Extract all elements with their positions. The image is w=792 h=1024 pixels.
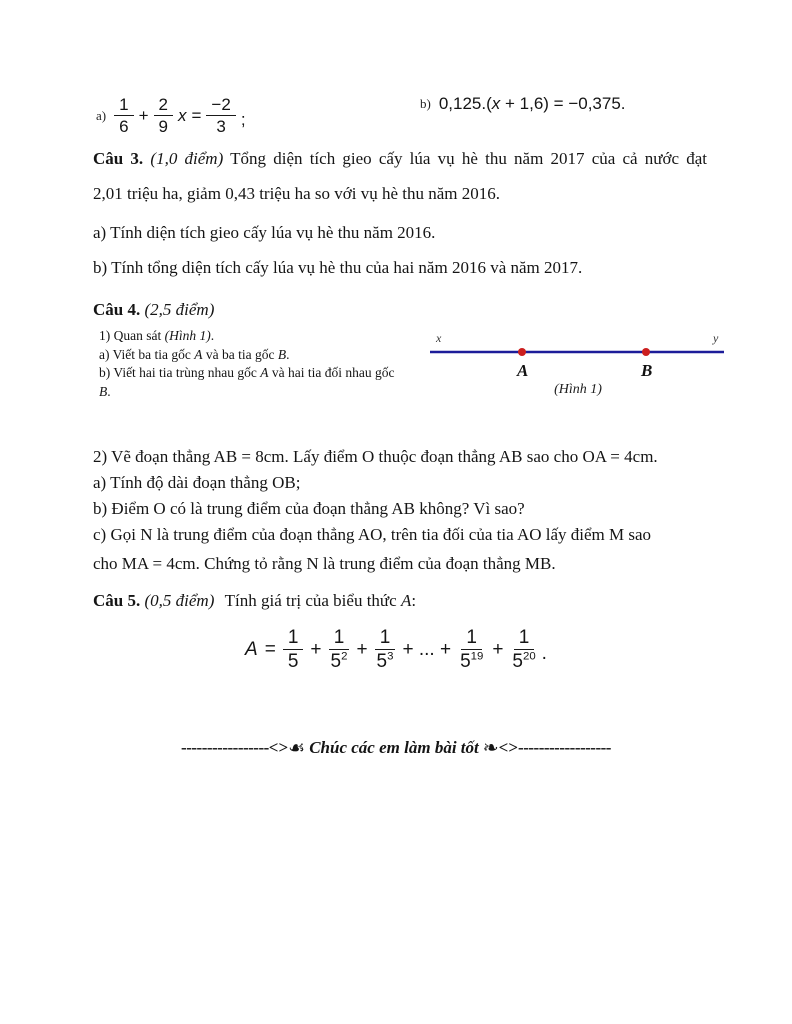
ray-y-label: y [713,331,719,345]
part2-item-c-line2: cho MA = 4cm. Chứng tỏ rằng N là trung điểm của đoạn thẳng MB. [93,554,556,573]
point-b-ref: B [277,346,287,362]
den-base: 5 [287,651,299,673]
cau3-points: (1,0 điểm) [150,149,224,168]
cau3-item-a: a) Tính diện tích gieo cấy lúa vụ hè thu năm 2016. [93,223,436,242]
equation-b-text [439,94,626,114]
cau4-item-a-text: a) Viết ba tia gốc [99,346,195,362]
den-exponent: 3 [387,650,394,663]
cau4-item1-figref: (Hình 1) [164,328,211,343]
fraction-1-6 [114,95,133,136]
term-1-over-5 [283,627,304,673]
term-1-over-5-2 [329,627,350,673]
den-base: 5 [330,651,342,673]
fraction-numerator: 1 [283,627,304,650]
cau3-text1: Tổng diện tích gieo cấy lúa vụ hè thu năm 2017 của cả nước đạt [230,149,708,168]
den-base: 5 [512,651,523,673]
cau4-list [99,327,447,401]
cau5-heading-row [93,591,416,611]
part2-item-c-line1: c) Gọi N là trung điểm của đoạn thẳng AO, trên tia đối của tia AO lấy điểm M sao [93,525,652,544]
variable-x: x [491,94,501,113]
fraction-denominator: 9 [158,117,168,137]
cau4-item-a-end: . [286,346,290,362]
footer-dashes-left: ----------------- [181,738,269,757]
den-base: 5 [376,651,388,673]
cau4-points: (2,5 điểm) [144,300,215,319]
figure-hinh1 [428,330,728,382]
fraction-denominator [458,650,485,672]
variable-x: x [177,105,187,125]
den-exponent: 2 [341,650,348,663]
figure-caption: (Hình 1) [554,382,602,397]
cau4-item1 [99,327,447,346]
cau3-block [93,141,707,211]
cau4-heading: Câu 4. [93,300,141,319]
part2-item-a: a) Tính độ dài đoạn thẳng OB; [93,473,301,492]
den-exponent: 20 [523,650,536,663]
cau3-line1 [93,141,707,176]
expression-a-ref: A [400,591,412,610]
cau4-item-a [99,346,447,365]
cau5-formula [0,627,792,673]
cau4-item-b-text: b) Viết hai tia trùng nhau gốc [99,365,261,381]
semicolon: ; [240,110,246,130]
cau5-colon: : [411,591,417,610]
point-a-label: A [517,361,529,380]
plus-operator: + [356,638,368,660]
cau4-item-b-text2: và hai tia đối nhau gốc [268,365,395,381]
diamond-ornament-right: <> [498,738,519,757]
cau4-heading-row [93,300,214,320]
footer-decoration [0,736,792,758]
fraction-numerator: 1 [114,95,133,116]
den-base: 5 [460,651,471,673]
equation-b-label: b) [420,96,431,111]
term-1-over-5-3 [375,627,396,673]
formula-period: . [541,642,547,664]
ray-x-label: x [436,331,442,345]
term-1-over-5-20 [510,627,537,673]
floral-ornament-right-icon: ❧ [482,737,499,759]
formula-lhs: A [245,638,258,660]
fraction-numerator: 1 [375,627,396,650]
cau4-item1-text: 1) Quan sát [99,328,165,343]
point-a-dot [518,348,526,356]
fraction-numerator: 1 [329,627,350,650]
fraction-numerator: 1 [461,627,482,650]
fraction-denominator [329,650,350,672]
cau4-item-a-text2: và ba tia gốc [202,346,278,362]
point-b-label: B [641,361,653,380]
fraction-denominator [510,650,537,672]
fraction-numerator: −2 [206,95,235,116]
cau3-heading: Câu 3. [93,149,144,168]
ellipsis-operator: + ... + [402,638,452,660]
equation-b-pre: 0,125.( [438,94,492,113]
term-1-over-5-19 [458,627,485,673]
cau4-item-b-end: . [107,383,111,399]
fraction-neg2-3 [206,95,235,136]
cau4-item1-end: . [210,328,215,343]
equation-b-post: + 1,6) = −0,375. [500,94,626,113]
cau5-heading: Câu 5. [93,591,141,610]
point-b-ref: B [99,383,108,399]
cau5-points: (0,5 điểm) [144,591,215,610]
footer-message: Chúc các em làm bài tốt [309,738,479,757]
equation-b [420,94,626,114]
equals-sign: = [264,638,276,660]
part2-item-b: b) Điểm O có là trung điểm của đoạn thẳng AB không? Vì sao? [93,499,525,518]
point-b-dot [642,348,650,356]
equation-a-label: a) [96,107,107,123]
fraction-denominator [375,650,396,672]
part2-intro: 2) Vẽ đoạn thẳng AB = 8cm. Lấy điểm O thuộc đoạn thẳng AB sao cho OA = 4cm. [93,447,658,466]
diamond-ornament-left: <> [268,738,289,757]
fraction-denominator: 3 [216,117,226,137]
footer-dashes-right: ------------------ [518,738,611,757]
fraction-numerator: 2 [154,95,173,116]
fraction-denominator: 6 [119,117,129,137]
floral-ornament-left-icon: ☙ [288,737,306,759]
fraction-numerator: 1 [514,627,535,650]
fraction-2-9 [154,95,173,136]
equation-a [96,95,246,136]
plus-operator: + [310,638,322,660]
cau4-part2-block [93,444,733,577]
cau4-item-b-line2 [99,383,447,402]
cau3-item-b: b) Tính tổng diện tích cấy lúa vụ hè thu của hai năm 2016 và năm 2017. [93,258,583,277]
cau4-item-b-line1 [99,364,447,383]
equals-sign: = [191,105,202,125]
point-a-ref: A [260,365,269,381]
plus-operator: + [492,638,504,660]
point-a-ref: A [194,346,203,362]
cau5-lead: Tính giá trị của biểu thức [224,591,401,610]
fraction-denominator [286,650,301,672]
plus-operator: + [138,105,149,125]
cau3-line2: 2,01 triệu ha, giảm 0,43 triệu ha so với vụ hè thu năm 2016. [93,184,501,203]
den-exponent: 19 [470,650,484,663]
